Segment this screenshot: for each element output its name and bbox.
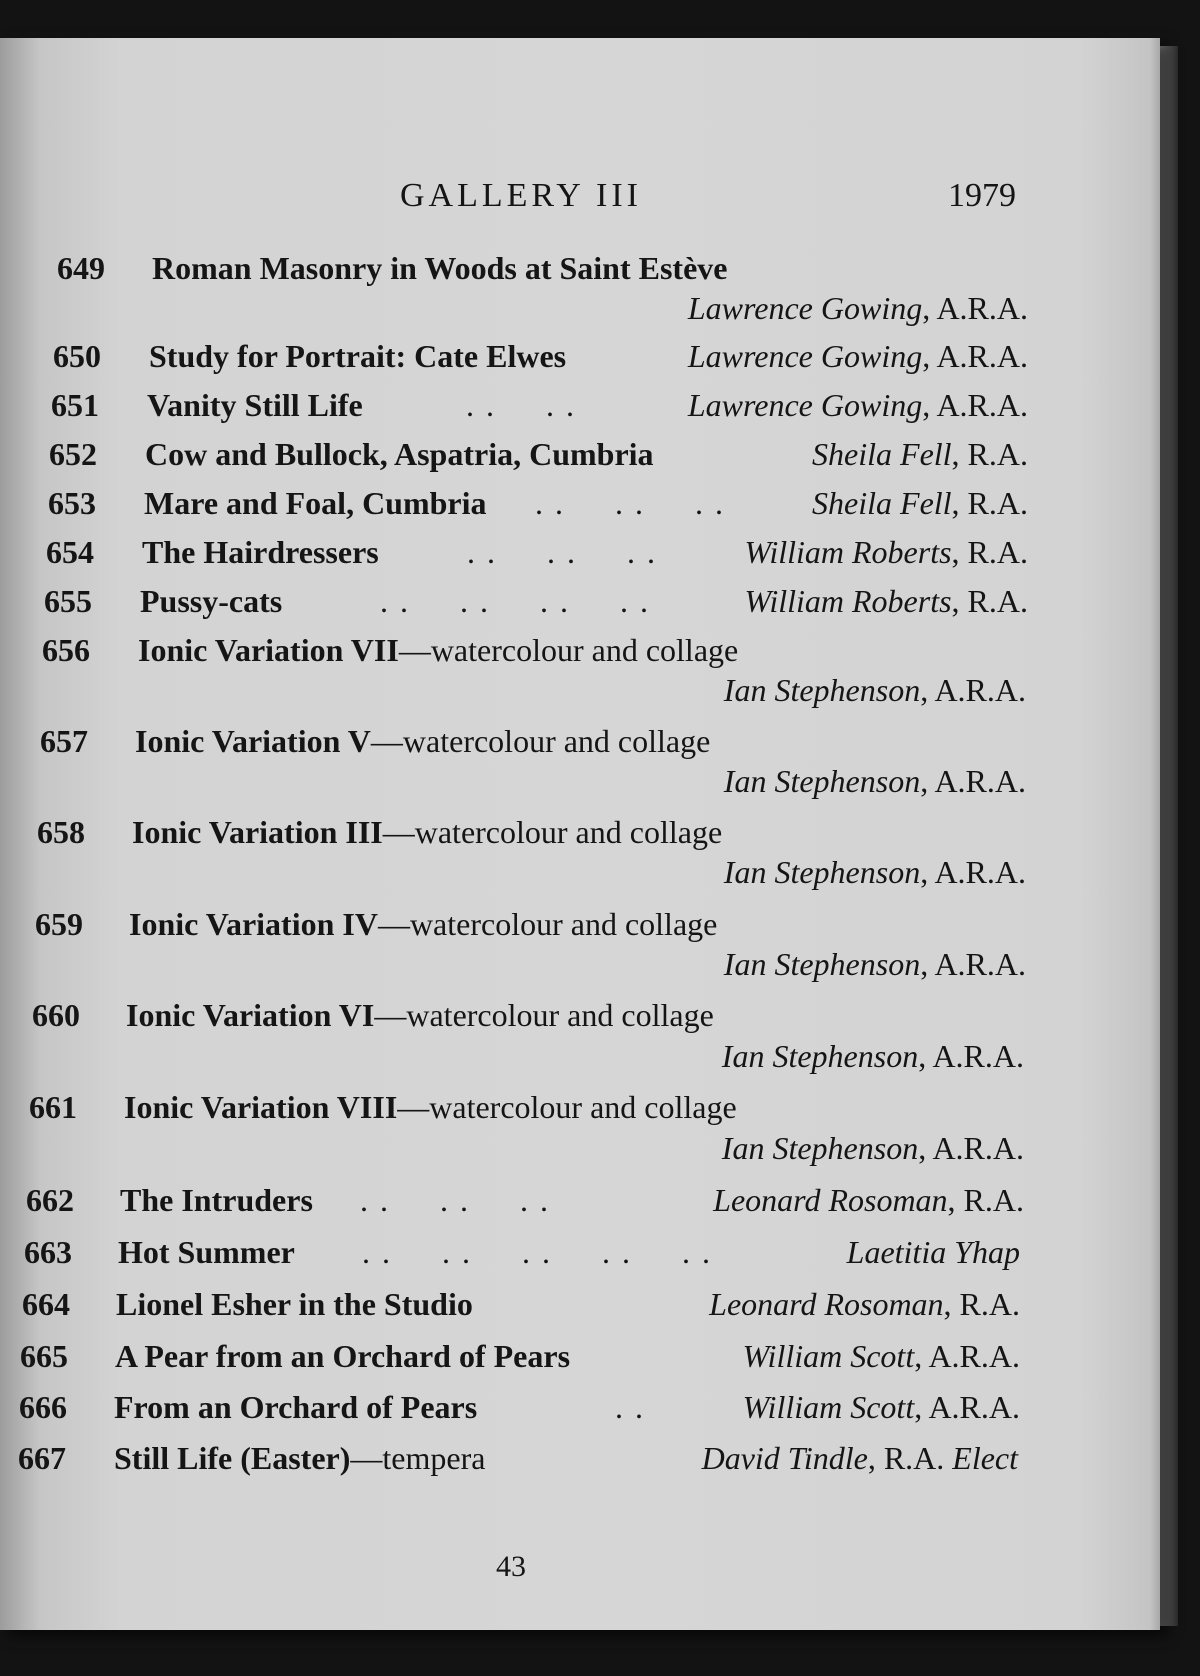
entry-number: 659	[35, 906, 83, 942]
artist-name: Lawrence Gowing	[687, 387, 923, 423]
entry-number: 666	[19, 1389, 67, 1425]
artist-honour: , A.R.A.	[914, 1389, 1020, 1425]
artist-name: Ian Stephenson	[723, 854, 921, 890]
artist-honour: , A.R.A.	[922, 290, 1028, 326]
entry-artist	[688, 338, 1028, 375]
entry-title	[144, 485, 487, 522]
artist-name: Ian Stephenson	[723, 946, 921, 982]
entry-medium: —watercolour and collage	[382, 814, 723, 850]
leader-dots: . . . .	[466, 387, 576, 423]
entry-title	[140, 583, 282, 620]
entry-artist	[713, 1182, 1024, 1219]
artist-name: William Roberts	[744, 583, 952, 619]
page-edge	[1160, 46, 1178, 1626]
entry-title	[149, 338, 566, 375]
catalogue-entry	[0, 1182, 1160, 1226]
entry-title	[120, 1182, 313, 1219]
artist-honour: , R.A.	[951, 534, 1028, 570]
artist-name: Lawrence Gowing	[687, 290, 923, 326]
entry-title-text: Still Life (Easter)	[114, 1440, 351, 1476]
leader-dots: . . . . . . . . . .	[362, 1234, 712, 1270]
entry-artist	[743, 1338, 1020, 1375]
entry-title-text: Ionic Variation III	[132, 814, 383, 850]
entry-title	[118, 1234, 295, 1271]
entry-artist	[722, 1038, 1024, 1075]
artist-honour: , R.A.	[951, 485, 1028, 521]
entry-artist	[744, 534, 1028, 571]
entry-title-text: Hot Summer	[118, 1234, 295, 1270]
entry-medium: —watercolour and collage	[377, 906, 718, 942]
catalogue-page	[0, 38, 1160, 1630]
artist-name: Ian Stephenson	[721, 1038, 919, 1074]
catalogue-entry	[0, 387, 1160, 431]
artist-name: Ian Stephenson	[721, 1130, 919, 1166]
entry-medium: —watercolour and collage	[370, 723, 711, 759]
entry-title	[114, 1389, 477, 1426]
artist-name: Leonard Rosoman	[709, 1286, 944, 1322]
artist-name: Ian Stephenson	[723, 672, 921, 708]
catalogue-entry	[0, 1389, 1160, 1433]
entry-title-text: Vanity Still Life	[147, 387, 363, 423]
catalogue-entry	[0, 338, 1160, 382]
entry-number: 652	[49, 436, 97, 472]
entry-number: 657	[40, 723, 88, 759]
entry-number: 667	[18, 1440, 66, 1476]
artist-name: Sheila Fell	[812, 485, 952, 521]
artist-honour: , A.R.A.	[914, 1338, 1020, 1374]
leader-dots: . . . . . .	[535, 485, 725, 521]
entry-number: 653	[48, 485, 96, 521]
entry-number: 654	[46, 534, 94, 570]
artist-name: William Scott	[742, 1338, 915, 1374]
artist-honour: , R.A.	[951, 583, 1028, 619]
entry-title	[152, 250, 727, 287]
entry-title-text: Roman Masonry in Woods at Saint Estève	[152, 250, 728, 286]
entry-artist	[688, 290, 1028, 327]
artist-name: Sheila Fell	[812, 436, 952, 472]
entry-number: 660	[32, 997, 80, 1033]
artist-name: Laetitia Yhap	[846, 1234, 1020, 1270]
gallery-heading: GALLERY III	[400, 177, 642, 214]
entry-title-text: Pussy-cats	[140, 583, 283, 619]
entry-title	[114, 1440, 485, 1477]
entry-artist	[812, 485, 1028, 522]
catalogue-entry	[0, 906, 1160, 982]
artist-honour: , A.R.A.	[920, 763, 1026, 799]
entry-title-text: A Pear from an Orchard of Pears	[115, 1338, 571, 1374]
entry-number: 655	[44, 583, 92, 619]
entry-artist	[724, 854, 1026, 891]
entry-medium: —tempera	[350, 1440, 486, 1476]
entry-title	[116, 1286, 473, 1323]
entry-artist	[847, 1234, 1020, 1271]
entry-title	[129, 906, 717, 943]
artist-honour: , A.R.A.	[920, 672, 1026, 708]
entry-title-text: The Intruders	[120, 1182, 313, 1218]
entry-artist	[702, 1440, 1018, 1477]
entry-title-text: Ionic Variation VIII	[124, 1089, 398, 1125]
artist-honour: , A.R.A.	[920, 946, 1026, 982]
entry-title	[142, 534, 379, 571]
entry-title	[135, 723, 710, 760]
entry-title	[138, 632, 738, 669]
entry-number: 665	[20, 1338, 68, 1374]
catalogue-entry	[0, 250, 1160, 326]
catalogue-entry	[0, 534, 1160, 578]
catalogue-entry	[0, 436, 1160, 480]
entry-title-text: Ionic Variation V	[135, 723, 371, 759]
entry-title	[132, 814, 722, 851]
entry-title-text: Ionic Variation IV	[129, 906, 378, 942]
leader-dots: . . . . . .	[360, 1182, 550, 1218]
entry-artist	[724, 672, 1026, 709]
entry-artist	[744, 583, 1028, 620]
entry-title	[147, 387, 363, 424]
leader-dots: . . . . . . . .	[380, 583, 650, 619]
artist-name: Leonard Rosoman	[713, 1182, 948, 1218]
entry-title-text: Study for Portrait: Cate Elwes	[149, 338, 567, 374]
catalogue-entry	[0, 583, 1160, 627]
leader-dots: . . . . . .	[467, 534, 657, 570]
entry-artist	[724, 946, 1026, 983]
entry-title-text: Lionel Esher in the Studio	[116, 1286, 473, 1322]
entry-title-text: The Hairdressers	[142, 534, 379, 570]
entry-artist	[743, 1389, 1020, 1426]
entry-title-text: From an Orchard of Pears	[114, 1389, 478, 1425]
entry-title-text: Cow and Bullock, Aspatria, Cumbria	[145, 436, 654, 472]
entry-title	[145, 436, 654, 473]
catalogue-entry	[0, 1234, 1160, 1278]
entry-title	[126, 997, 714, 1034]
entry-artist	[812, 436, 1028, 473]
entry-title	[124, 1089, 737, 1126]
entry-number: 651	[51, 387, 99, 423]
artist-name: Lawrence Gowing	[687, 338, 923, 374]
catalogue-entry	[0, 1286, 1160, 1330]
entry-number: 662	[26, 1182, 74, 1218]
artist-honour: , R.A.	[947, 1182, 1024, 1218]
catalogue-entry	[0, 1440, 1160, 1484]
leader-dots: . .	[615, 1389, 645, 1425]
entry-medium: —watercolour and collage	[398, 632, 739, 668]
artist-name: William Scott	[742, 1389, 915, 1425]
catalogue-entry	[0, 997, 1160, 1074]
entry-title	[115, 1338, 570, 1375]
catalogue-entry	[0, 723, 1160, 799]
entry-number: 661	[29, 1089, 77, 1125]
artist-honour: , A.R.A.	[918, 1130, 1024, 1166]
page-number: 43	[496, 1550, 526, 1583]
entry-number: 656	[42, 632, 90, 668]
entry-number: 650	[53, 338, 101, 374]
artist-name: David Tindle	[701, 1440, 868, 1476]
artist-elect: Elect	[952, 1440, 1018, 1476]
artist-honour: , A.R.A.	[920, 854, 1026, 890]
entry-artist	[722, 1130, 1024, 1167]
entry-medium: —watercolour and collage	[397, 1089, 737, 1125]
artist-honour: , A.R.A.	[918, 1038, 1024, 1074]
catalogue-entry	[0, 814, 1160, 890]
catalogue-entry	[0, 1089, 1160, 1166]
entry-artist	[724, 763, 1026, 800]
entry-artist	[709, 1286, 1020, 1323]
artist-honour: , A.R.A.	[922, 338, 1028, 374]
artist-name: Ian Stephenson	[723, 763, 921, 799]
catalogue-entry	[0, 632, 1160, 708]
entry-title-text: Mare and Foal, Cumbria	[144, 485, 487, 521]
artist-honour: , R.A.	[951, 436, 1028, 472]
artist-honour: , R.A.	[943, 1286, 1020, 1322]
artist-name: William Roberts	[744, 534, 952, 570]
artist-honour: , R.A.	[867, 1440, 953, 1476]
entry-artist	[688, 387, 1028, 424]
entry-number: 658	[37, 814, 85, 850]
catalogue-entry	[0, 485, 1160, 529]
year-heading: 1979	[948, 177, 1016, 214]
entry-medium: —watercolour and collage	[374, 997, 714, 1033]
entry-number: 649	[57, 250, 105, 286]
artist-honour: , A.R.A.	[922, 387, 1028, 423]
entry-number: 663	[24, 1234, 72, 1270]
entry-title-text: Ionic Variation VI	[126, 997, 375, 1033]
entry-number: 664	[22, 1286, 70, 1322]
entry-title-text: Ionic Variation VII	[138, 632, 399, 668]
catalogue-entry	[0, 1338, 1160, 1382]
